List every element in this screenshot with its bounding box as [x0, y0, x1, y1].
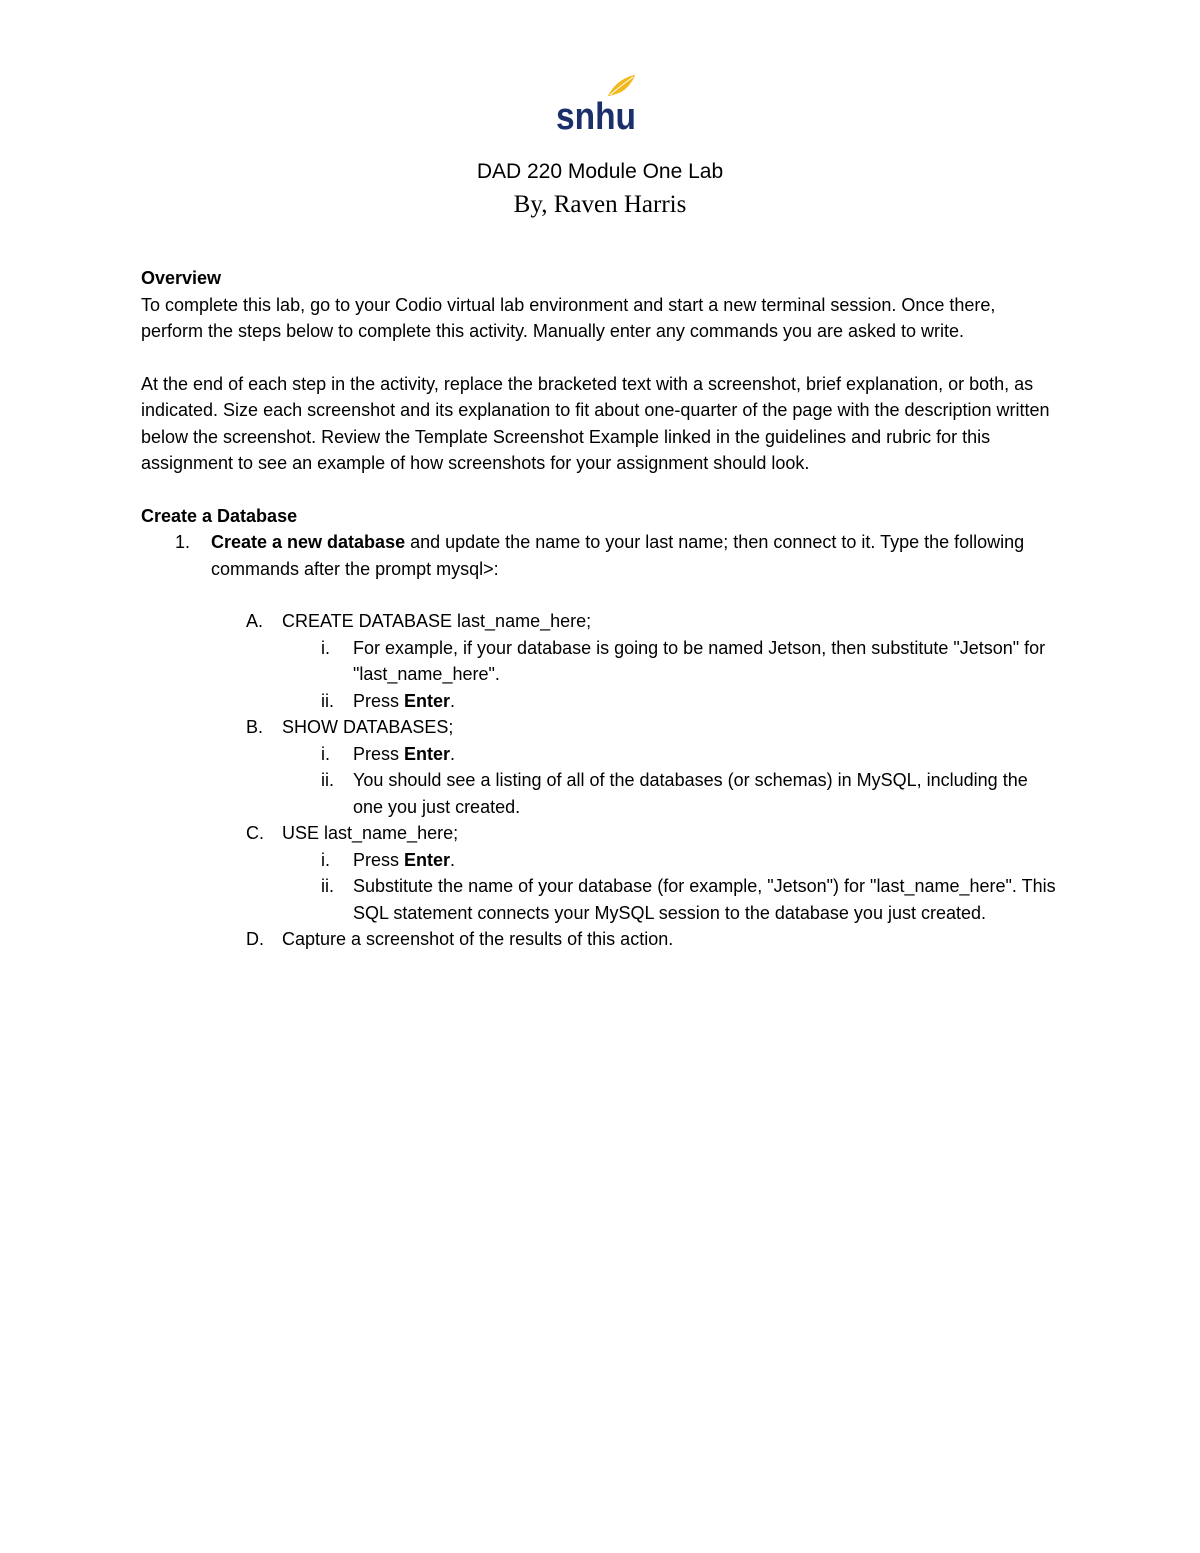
step-number: 1.	[175, 532, 191, 552]
item-letter: D.	[246, 929, 264, 949]
document-body	[141, 265, 1061, 953]
command-text: Capture a screenshot of the results of this action.	[282, 929, 674, 949]
sub-item-suffix: .	[450, 690, 456, 711]
step-list	[141, 529, 1061, 582]
sub-item-number: i.	[321, 849, 330, 870]
sub-item-number: ii.	[321, 770, 334, 790]
sub-item-text: Press	[353, 690, 405, 711]
sub-item	[141, 873, 1061, 926]
item-letter: C.	[246, 823, 264, 843]
sub-item	[141, 741, 1061, 768]
document-author: By, Raven Harris	[513, 191, 687, 218]
step-1-text: and update the name to your last name; then connect to it. Type the following commands after the prompt mysql>:	[211, 532, 1025, 579]
enter-key-label: Enter	[404, 743, 451, 764]
command-item-c	[141, 820, 1061, 847]
sub-item-text: For example, if your database is going to be named Jetson, then substitute "Jetson" for "last_name_here".	[353, 637, 1046, 684]
step-1-bold-text: Create a new database	[211, 532, 406, 552]
sub-item-text: Press	[353, 849, 405, 870]
command-item-b	[141, 714, 1061, 741]
sub-item-number: i.	[321, 743, 330, 764]
snhu-logo-mark	[556, 74, 638, 134]
sub-item	[141, 847, 1061, 874]
command-list	[141, 608, 1061, 953]
sub-item-text: Substitute the name of your database (for example, "Jetson") for "last_name_here". This SQL statement connects your MySQL session to the database you just created.	[353, 876, 1056, 923]
sub-item	[141, 635, 1061, 688]
command-item-a	[141, 608, 1061, 635]
sub-item-text: You should see a listing of all of the databases (or schemas) in MySQL, including the one you just created.	[353, 770, 1028, 817]
command-text: SHOW DATABASES;	[282, 717, 454, 737]
item-letter: A.	[246, 611, 264, 631]
sub-item-text: Press	[353, 743, 405, 764]
command-text: CREATE DATABASE last_name_here;	[282, 611, 592, 631]
sub-item-number: i.	[321, 637, 330, 658]
sub-item	[141, 688, 1061, 715]
sub-item-suffix: .	[450, 849, 456, 870]
overview-heading: Overview	[141, 268, 222, 288]
enter-key-label: Enter	[404, 690, 451, 711]
overview-paragraph-1: To complete this lab, go to your Codio virtual lab environment and start a new terminal session. Once there, perform the steps below to complete this activity. Manually enter any commands you are asked to write.	[141, 294, 996, 341]
sub-item-suffix: .	[450, 743, 456, 764]
command-text: USE last_name_here;	[282, 823, 459, 843]
step-1	[141, 529, 1061, 582]
section-heading: Create a Database	[141, 505, 298, 526]
logo-wordmark: snhu	[556, 96, 636, 134]
command-item-d	[141, 926, 1061, 953]
enter-key-label: Enter	[404, 849, 451, 870]
sub-item-number: ii.	[321, 690, 334, 711]
snhu-logo	[556, 74, 638, 134]
sub-item	[141, 767, 1061, 820]
item-letter: B.	[246, 717, 264, 737]
sub-item-number: ii.	[321, 876, 334, 896]
overview-paragraph-2: At the end of each step in the activity, replace the bracketed text with a screenshot, brief explanation, or both, as indicated. Size each screenshot and its explanation to fit about one-quarter of the page with the description written below the screenshot. Review the Template Screenshot Example linked in the guidelines and rubric for this assignment to see an example of how screenshots for your assignment should look.	[141, 373, 1050, 473]
document-title: DAD 220 Module One Lab	[476, 160, 724, 183]
